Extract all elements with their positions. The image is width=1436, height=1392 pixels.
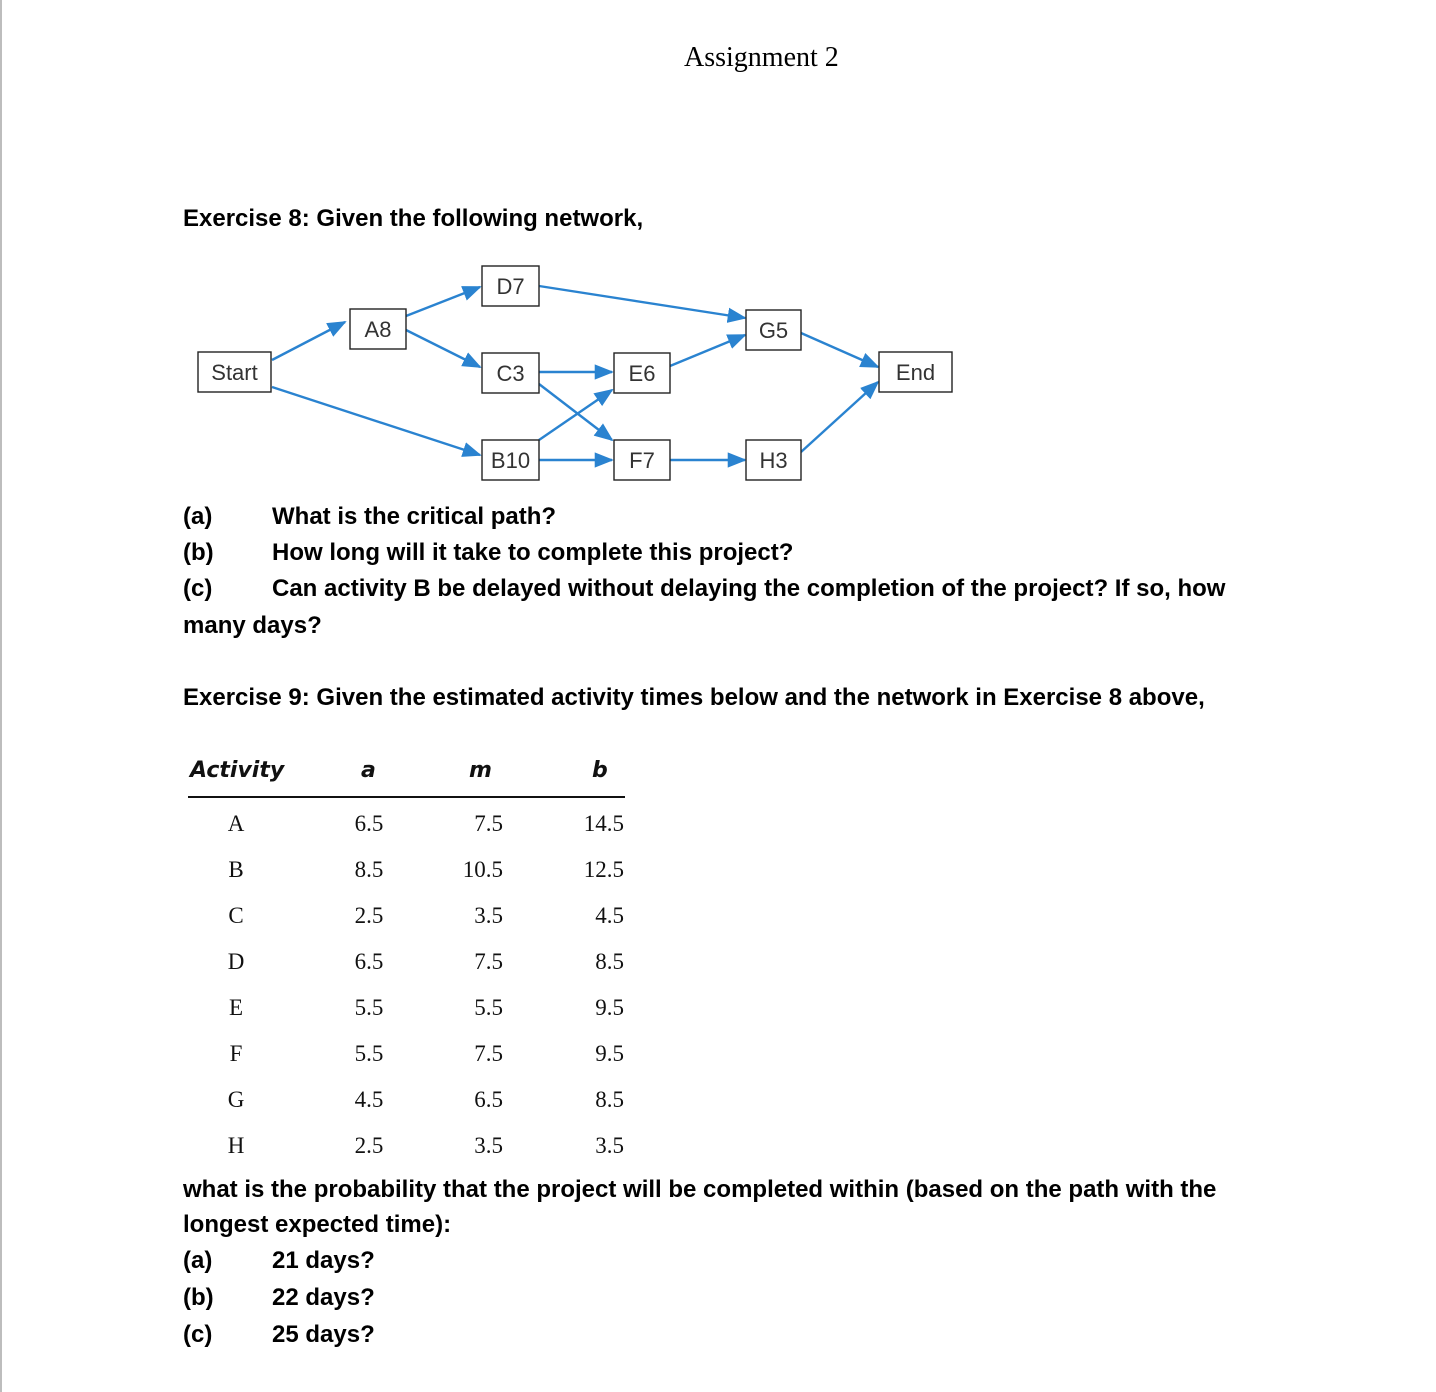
cell-b: 8.5 xyxy=(595,949,624,974)
cell-activity: F xyxy=(229,1041,243,1066)
cell-m: 5.5 xyxy=(474,995,503,1020)
cell-a: 6.5 xyxy=(354,949,384,974)
document-title: Assignment 2 xyxy=(684,42,839,73)
ex9-question-line-1: what is the probability that the project will be completed within (based on the path with the xyxy=(183,1176,1217,1203)
node-c3 xyxy=(482,353,539,393)
exercise-8-heading: Exercise 8: Given the following network, xyxy=(183,205,644,232)
cell-m: 10.5 xyxy=(462,857,503,882)
cell-m: 7.5 xyxy=(474,1041,503,1066)
node-end xyxy=(879,352,952,392)
question-label: (b) xyxy=(183,539,214,566)
node-e6 xyxy=(614,353,670,393)
question-label: (b) xyxy=(183,1284,214,1311)
node-h3 xyxy=(746,440,801,480)
question-text: How long will it take to complete this project? xyxy=(272,539,794,566)
question-text: Can activity B be delayed without delaying the completion of the project? If so, how xyxy=(272,575,1226,602)
node-a8-label: A8 xyxy=(364,317,392,342)
header-rule xyxy=(188,796,625,798)
exercise-9-heading: Exercise 9: Given the estimated activity times below and the network in Exercise 8 above, xyxy=(183,684,1205,711)
ex8-question-c-continued: many days? xyxy=(183,612,322,639)
edge-e-g xyxy=(670,335,745,366)
cell-activity: B xyxy=(228,857,244,882)
node-d7-label: D7 xyxy=(496,274,525,299)
network-diagram xyxy=(0,0,1436,500)
edge-start-a xyxy=(272,322,345,360)
question-label: (a) xyxy=(183,503,213,530)
node-start-label: Start xyxy=(211,360,258,385)
cell-a: 5.5 xyxy=(354,1041,384,1066)
edge-start-b xyxy=(272,387,480,455)
cell-a: 2.5 xyxy=(354,1133,384,1158)
cell-activity: D xyxy=(227,949,245,974)
cell-b: 8.5 xyxy=(595,1087,624,1112)
cell-activity: C xyxy=(228,903,244,928)
cell-m: 6.5 xyxy=(474,1087,503,1112)
node-b10 xyxy=(482,440,539,480)
cell-b: 12.5 xyxy=(583,857,624,882)
edge-a-c xyxy=(406,330,480,367)
col-header-activity: Activity xyxy=(190,758,285,783)
node-g5 xyxy=(746,310,801,350)
question-label: (c) xyxy=(183,575,213,602)
cell-a: 6.5 xyxy=(354,811,384,836)
col-header-m: m xyxy=(469,758,492,783)
cell-b: 3.5 xyxy=(595,1133,624,1158)
node-d7 xyxy=(482,266,539,306)
cell-a: 5.5 xyxy=(354,995,384,1020)
node-end-label: End xyxy=(895,360,936,385)
cell-activity: E xyxy=(228,995,244,1020)
question-text: What is the critical path? xyxy=(272,503,557,530)
question-text: 21 days? xyxy=(272,1247,375,1274)
node-c3-label: C3 xyxy=(496,361,525,386)
edge-g-end xyxy=(801,333,878,367)
cell-m: 3.5 xyxy=(474,1133,503,1158)
node-b10-label: B10 xyxy=(490,448,531,473)
col-header-a: a xyxy=(361,758,376,783)
cell-m: 7.5 xyxy=(474,949,503,974)
cell-activity: H xyxy=(227,1133,245,1158)
node-f7-label: F7 xyxy=(629,448,655,473)
cell-a: 8.5 xyxy=(354,857,384,882)
ex9-question-line-2: longest expected time): xyxy=(183,1211,452,1238)
cell-activity: G xyxy=(227,1087,245,1112)
col-header-b: b xyxy=(592,758,608,783)
cell-b: 4.5 xyxy=(595,903,624,928)
cell-m: 7.5 xyxy=(474,811,503,836)
cell-b: 9.5 xyxy=(595,1041,624,1066)
node-g5-label: G5 xyxy=(758,318,789,343)
question-text: 22 days? xyxy=(272,1284,375,1311)
cell-b: 9.5 xyxy=(595,995,624,1020)
cell-a: 2.5 xyxy=(354,903,384,928)
edge-d-g xyxy=(539,286,745,318)
cell-activity: A xyxy=(227,811,245,836)
question-label: (a) xyxy=(183,1247,213,1274)
edge-h-end xyxy=(801,382,878,452)
node-f7 xyxy=(614,440,670,480)
question-text: 25 days? xyxy=(272,1321,375,1348)
question-label: (c) xyxy=(183,1321,213,1348)
node-a8 xyxy=(350,309,406,349)
cell-a: 4.5 xyxy=(354,1087,384,1112)
edge-a-d xyxy=(406,287,480,316)
node-h3-label: H3 xyxy=(759,448,788,473)
node-start xyxy=(198,352,271,392)
cell-b: 14.5 xyxy=(583,811,624,836)
cell-m: 3.5 xyxy=(474,903,503,928)
node-e6-label: E6 xyxy=(628,361,656,386)
